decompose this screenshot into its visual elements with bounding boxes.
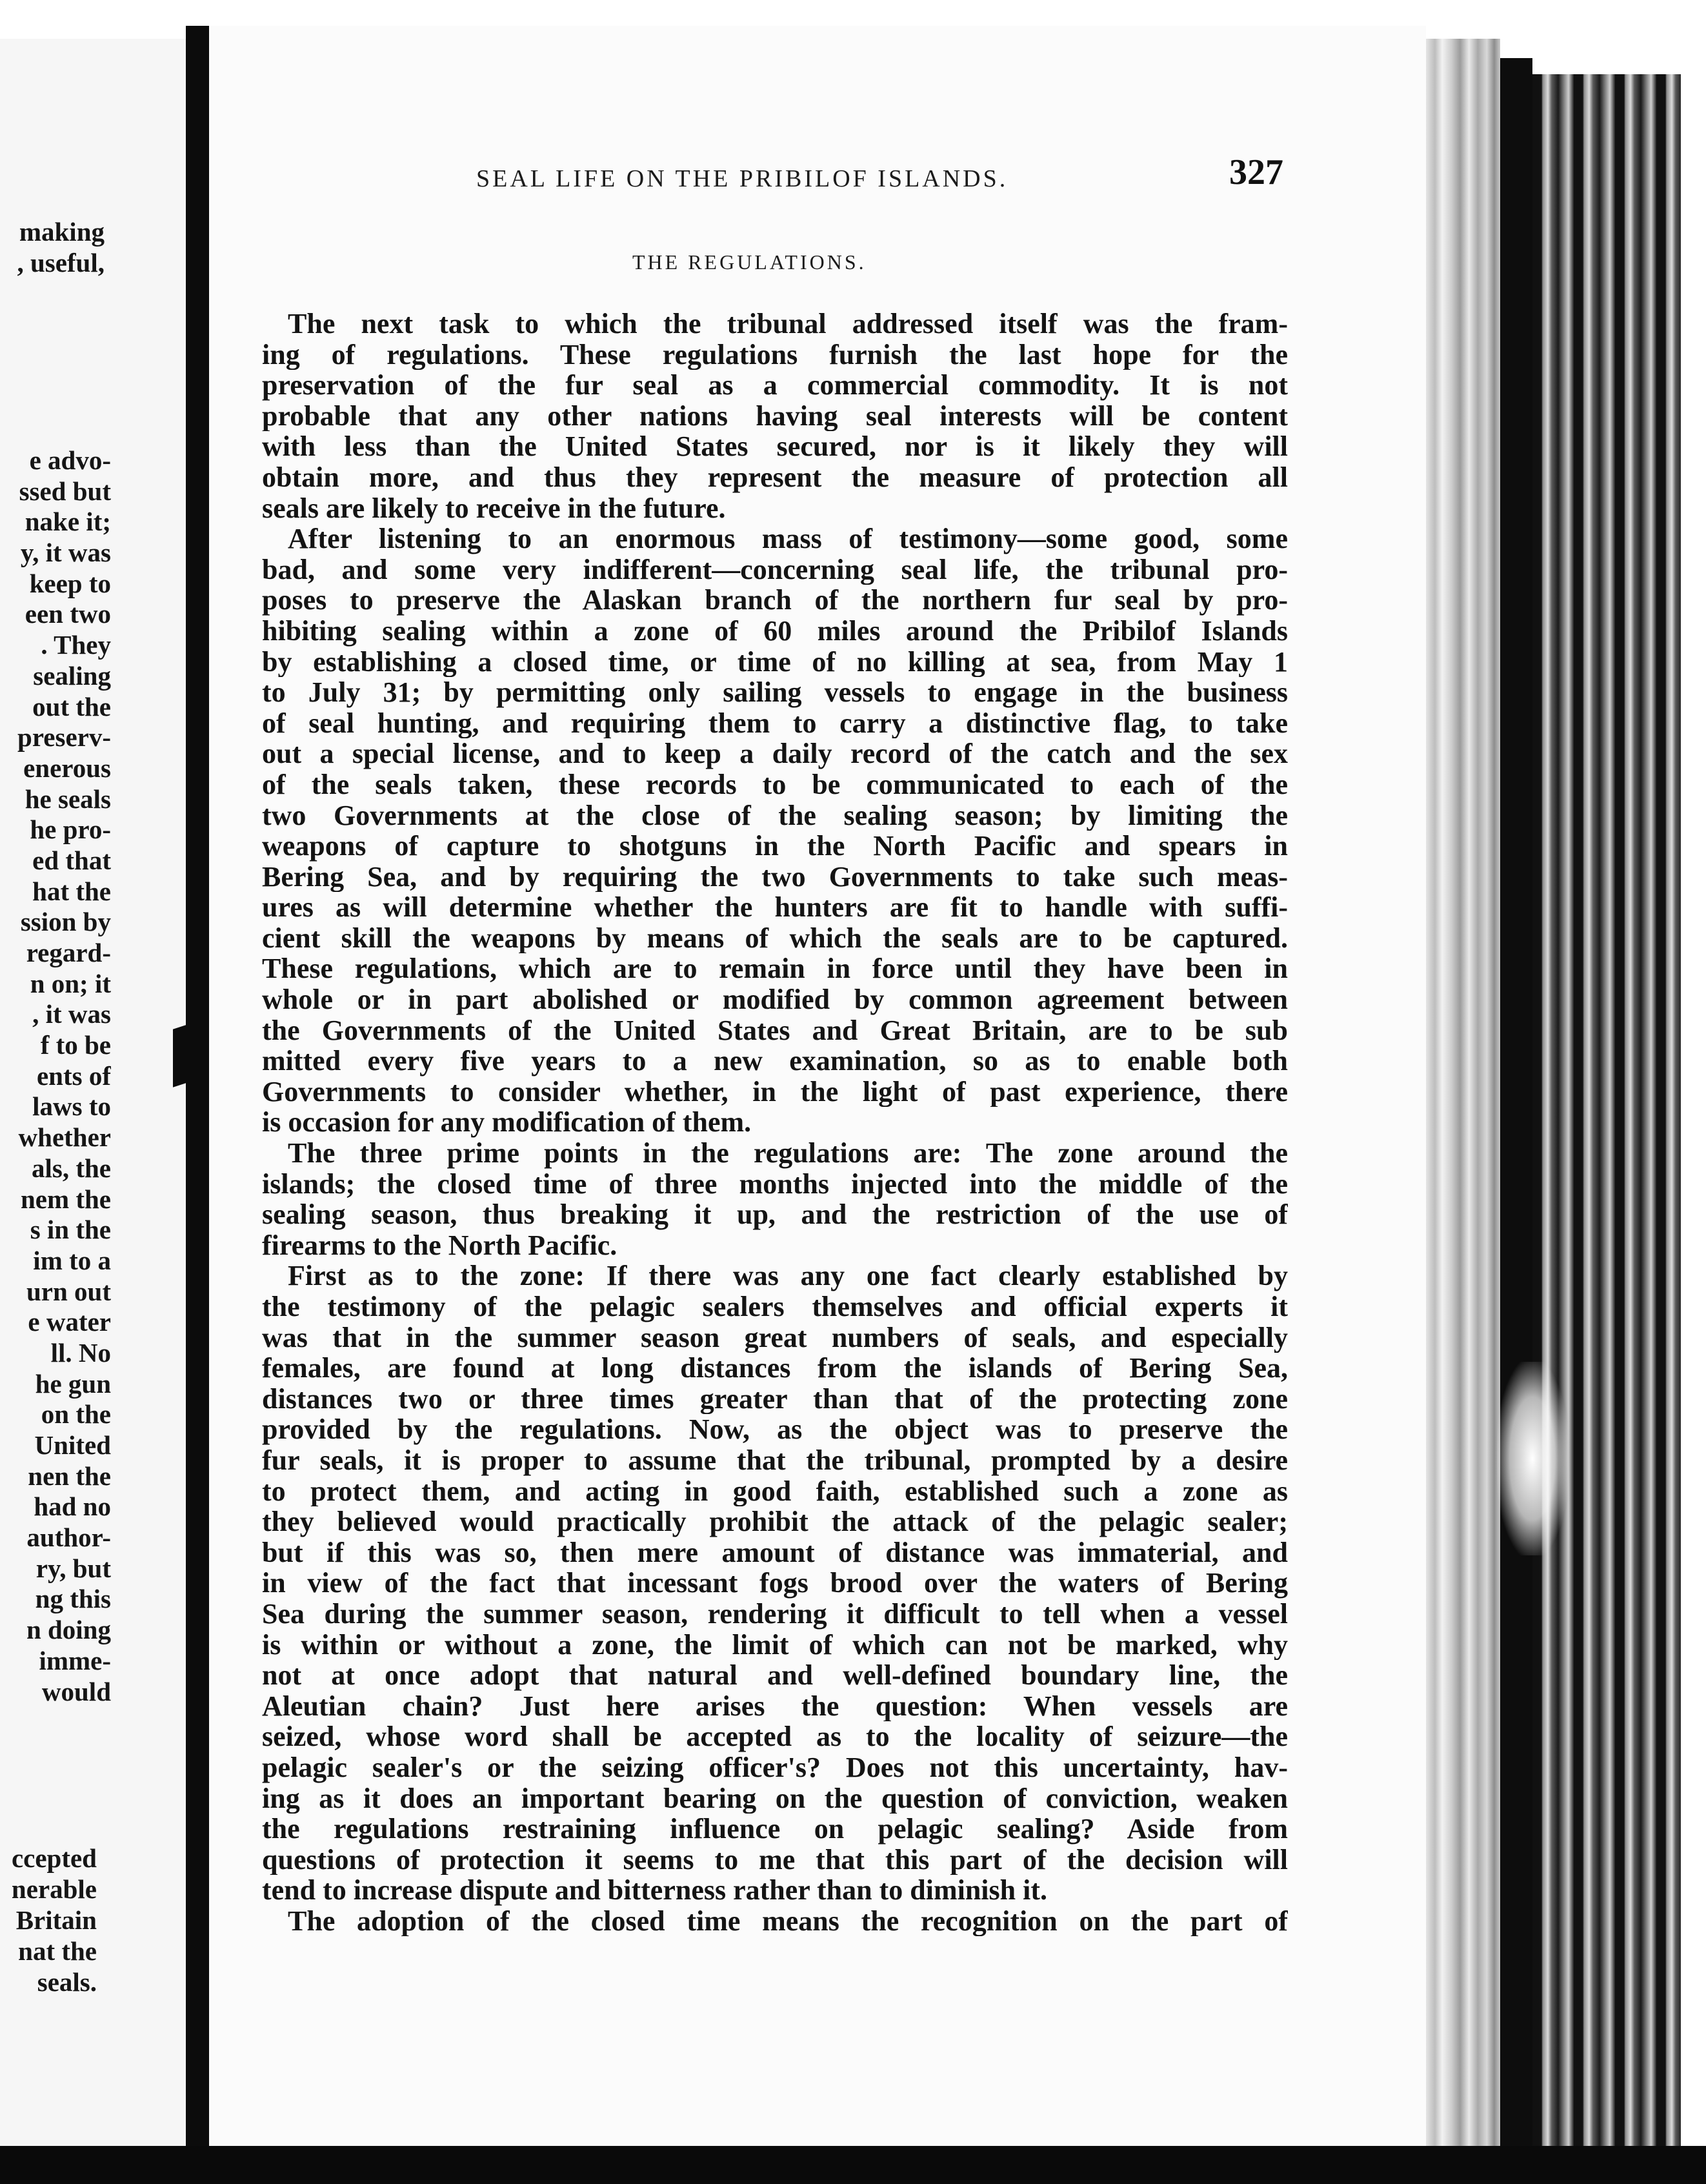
facing-page-left: [0, 39, 187, 2149]
text-line: they believed would practically prohibit the attack of the pelagic sealer;: [262, 1506, 1288, 1537]
left-fragment-line: nen the: [28, 1461, 111, 1491]
text-line: poses to preserve the Alaskan branch of the northern fur seal by pro-: [262, 585, 1288, 616]
left-fragment-line: he gun: [35, 1368, 111, 1399]
left-fragment-line: he pro-: [30, 814, 111, 845]
text-line: firearms to the North Pacific.: [262, 1229, 617, 1261]
left-fragment-line: United: [34, 1430, 111, 1460]
text-line: seals are likely to receive in the future.: [262, 492, 726, 524]
text-line: of seal hunting, and requiring them to carry a distinctive flag, to take: [262, 707, 1288, 739]
left-fragment-line: s in the: [30, 1215, 111, 1245]
text-line: the Governments of the United States and Great Britain, are to be sub: [262, 1015, 1288, 1046]
text-line: of the seals taken, these records to be communicated to each of the: [262, 769, 1288, 800]
left-fragment-line: nat the: [18, 1936, 97, 1966]
left-fragment-line: ll. No: [50, 1337, 111, 1368]
left-fragment-line: imme-: [39, 1645, 111, 1675]
text-line: hibiting sealing within a zone of 60 miles around the Pribilof Islands: [262, 615, 1288, 647]
bottom-shadow: [0, 2146, 1706, 2184]
left-fragment-line: preserv-: [17, 722, 111, 753]
text-line: provided by the regulations. Now, as the object was to preserve the: [262, 1414, 1288, 1445]
left-fragment-line: , it was: [32, 999, 111, 1029]
left-fragment-line: sealing: [33, 660, 111, 691]
body-text: [262, 308, 1288, 1936]
left-fragment-line: seals.: [37, 1967, 97, 1997]
left-page-text-fragments: [0, 445, 111, 1707]
left-fragment-line: . They: [41, 630, 111, 660]
left-fragment-line: author-: [26, 1522, 111, 1553]
left-fragment-line: f to be: [40, 1030, 111, 1060]
left-fragment-line: als, the: [32, 1153, 111, 1183]
text-line: First as to the zone: If there was any one fact clearly established by: [288, 1260, 1288, 1291]
left-fragment-line: keep to: [29, 568, 111, 598]
left-fragment-line: im to a: [33, 1245, 111, 1275]
text-line: obtain more, and thus they represent the measure of protection all: [262, 461, 1288, 493]
text-line: distances two or three times greater than that of the protecting zone: [262, 1383, 1288, 1415]
text-line: cient skill the weapons by means of which the seals are to be captured.: [262, 922, 1288, 954]
text-line: The next task to which the tribunal addressed itself was the fram-: [288, 308, 1288, 339]
left-fragment-line: regard-: [26, 938, 111, 967]
text-line: with less than the United States secured, nor is it likely they will: [262, 431, 1288, 462]
left-fragment-line: Britain: [15, 1905, 97, 1935]
light-glare: [1497, 1362, 1568, 1555]
text-line: Sea during the summer season, rendering it difficult to tell when a vessel: [262, 1598, 1288, 1630]
left-fragment-line: enerous: [23, 753, 111, 783]
text-line: by establishing a closed time, or time of no killing at sea, from May 1: [262, 646, 1288, 678]
text-line: After listening to an enormous mass of testimony—some good, some: [288, 523, 1288, 554]
left-fragment-line: laws to: [32, 1091, 111, 1122]
text-line: Governments to consider whether, in the light of past experience, there: [262, 1076, 1288, 1107]
left-fragment-line: een two: [25, 599, 111, 629]
page-number: 327: [1229, 152, 1283, 192]
left-fragment-line: whether: [18, 1122, 111, 1153]
left-fragment-line: n doing: [26, 1615, 111, 1645]
text-line: females, are found at long distances from the islands of Bering Sea,: [262, 1353, 1288, 1384]
text-line: fur seals, it is proper to assume that the tribunal, prompted by a desire: [262, 1444, 1288, 1476]
stacked-page-edges: [1532, 74, 1681, 2149]
text-line: ing as it does an important bearing on the question of conviction, weaken: [262, 1783, 1288, 1814]
text-line: islands; the closed time of three months injected into the middle of the: [262, 1168, 1288, 1200]
page-fore-edge: [1426, 39, 1500, 2146]
text-line: two Governments at the close of the sealing season; by limiting the: [262, 800, 1288, 831]
left-fragment-line: nem the: [20, 1184, 111, 1214]
text-line: not at once adopt that natural and well-defined boundary line, the: [262, 1660, 1288, 1691]
text-line: is within or without a zone, the limit of which can not be marked, why: [262, 1629, 1288, 1661]
text-line: tend to increase dispute and bitterness rather than to diminish it.: [262, 1875, 1048, 1906]
left-fragment-line: ng this: [35, 1584, 111, 1614]
left-fragment-line: ssed but: [19, 476, 111, 506]
text-line: bad, and some very indifferent—concerning seal life, the tribunal pro-: [262, 554, 1288, 585]
text-line: The three prime points in the regulations are: The zone around the: [288, 1138, 1288, 1169]
left-fragment-line: he seals: [25, 784, 111, 814]
left-fragment-line: e advo-: [29, 445, 111, 475]
left-fragment-2: , useful,: [17, 248, 105, 278]
text-line: probable that any other nations having seal interests will be content: [262, 400, 1288, 432]
text-line: to July 31; by permitting only sailing vessels to engage in the business: [262, 677, 1288, 708]
left-fragment-line: ed that: [32, 845, 111, 875]
text-line: to protect them, and acting in good faith, established such a zone as: [262, 1475, 1288, 1507]
running-head: SEAL LIFE ON THE PRIBILOF ISLANDS.: [476, 165, 1009, 192]
left-fragment-line: ry, but: [35, 1553, 111, 1583]
text-line: pelagic sealer's or the seizing officer's? Does not this uncertainty, hav-: [262, 1752, 1288, 1783]
text-line: but if this was so, then mere amount of distance was immaterial, and: [262, 1537, 1288, 1568]
section-heading: THE REGULATIONS.: [632, 250, 867, 274]
left-fragment-line: ents of: [36, 1060, 111, 1091]
left-fragment-line: would: [41, 1676, 111, 1706]
text-line: preservation of the fur seal as a commercial commodity. It is not: [262, 370, 1288, 401]
left-fragment-line: on the: [41, 1399, 111, 1430]
text-line: The adoption of the closed time means the recognition on the part of: [288, 1905, 1288, 1937]
text-line: ures as will determine whether the hunters are fit to handle with suffi-: [262, 892, 1288, 923]
book-gutter: [186, 26, 209, 2156]
text-line: the regulations restraining influence on pelagic sealing? Aside from: [262, 1814, 1288, 1845]
left-fragment-line: y, it was: [20, 538, 111, 568]
text-line: was that in the summer season great numbers of seals, and especially: [262, 1322, 1288, 1353]
left-fragment-line: hat the: [32, 876, 111, 906]
text-line: weapons of capture to shotguns in the North Pacific and spears in: [262, 831, 1288, 862]
text-line: questions of protection it seems to me that this part of the decision will: [262, 1844, 1288, 1876]
text-line: whole or in part abolished or modified by common agreement between: [262, 984, 1288, 1015]
text-line: sealing season, thus breaking it up, and the restriction of the use of: [262, 1199, 1288, 1230]
left-fragment-line: out the: [32, 691, 111, 722]
text-line: out a special license, and to keep a daily record of the catch and the sex: [262, 738, 1288, 769]
left-fragment-line: ssion by: [20, 907, 111, 937]
left-fragment-line: n on; it: [30, 968, 111, 998]
left-page-bottom-fragments: [0, 1843, 97, 1997]
left-fragment-1: making: [19, 217, 105, 247]
left-fragment-line: nake it;: [25, 507, 111, 537]
left-fragment-line: had no: [34, 1491, 111, 1522]
cover-board: [1500, 58, 1532, 2149]
left-fragment-line: nerable: [11, 1874, 97, 1904]
left-fragment-line: ccepted: [11, 1843, 97, 1873]
text-line: seized, whose word shall be accepted as to the locality of seizure—the: [262, 1721, 1288, 1752]
text-line: mitted every five years to a new examination, so as to enable both: [262, 1046, 1288, 1077]
text-line: in view of the fact that incessant fogs brood over the waters of Bering: [262, 1568, 1288, 1599]
text-line: Bering Sea, and by requiring the two Governments to take such meas-: [262, 861, 1288, 893]
text-line: Aleutian chain? Just here arises the question: When vessels are: [262, 1690, 1288, 1722]
text-line: the testimony of the pelagic sealers themselves and official experts it: [262, 1291, 1288, 1322]
left-fragment-line: e water: [28, 1307, 111, 1337]
text-line: These regulations, which are to remain in force until they have been in: [262, 953, 1288, 985]
left-fragment-line: urn out: [26, 1276, 111, 1306]
text-line: ing of regulations. These regulations furnish the last hope for the: [262, 339, 1288, 370]
text-line: is occasion for any modification of them.: [262, 1107, 752, 1138]
